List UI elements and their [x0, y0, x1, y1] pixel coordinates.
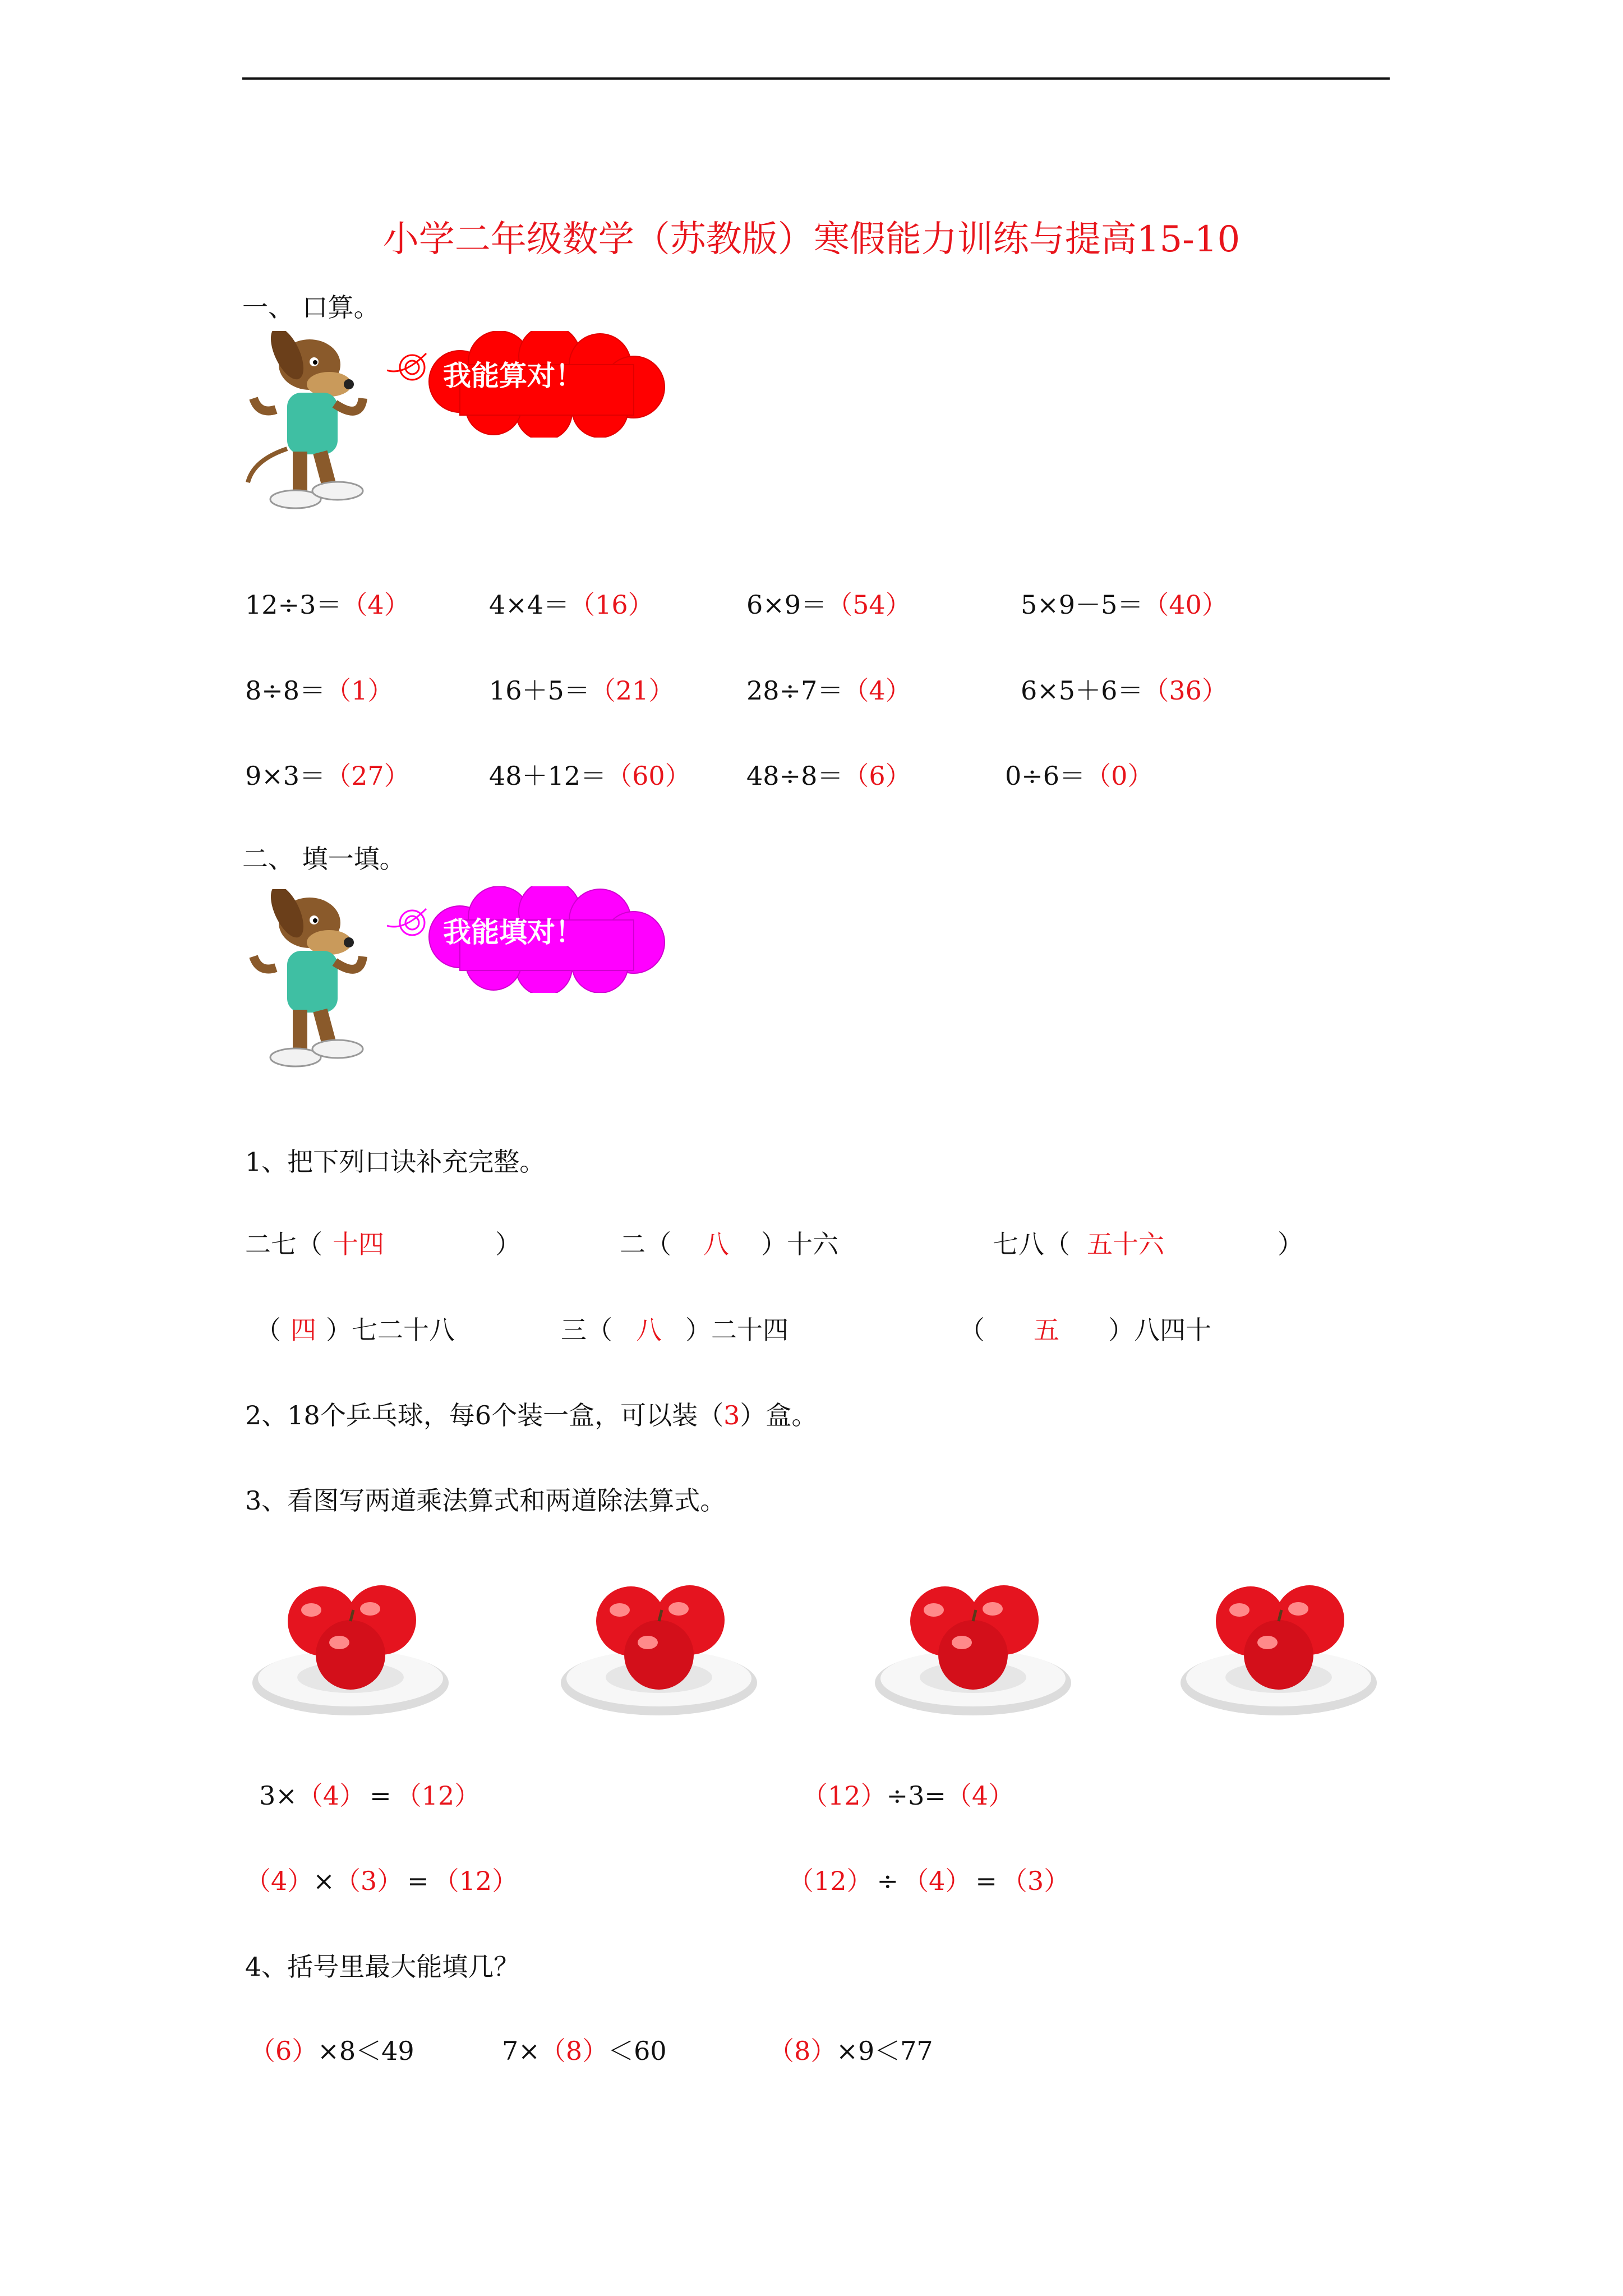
section2-heading: 二、 填一填。 [242, 844, 405, 874]
problem-11: 48÷8＝（6） [746, 761, 911, 791]
problem-10: 48＋12＝（60） [489, 761, 691, 791]
equation-3: （4）×（3） = （12） [245, 1866, 518, 1896]
question-3-title: 3、看图写两道乘法算式和两道除法算式。 [245, 1485, 726, 1516]
problem-9: 9×3＝（27） [245, 761, 410, 791]
mnemonic-2: 二（ 八 ）十六 [620, 1229, 838, 1259]
mnemonic-4: （ 四 ）七二十八 [255, 1315, 455, 1345]
question-4-title: 4、括号里最大能填几？ [245, 1952, 520, 1982]
question-1-title: 1、把下列口诀补充完整。 [245, 1147, 546, 1177]
problem-5: 8÷8＝（1） [245, 675, 394, 706]
speech-bubble-1-text: 我能算对！ [443, 359, 583, 392]
mnemonic-3: 七八（ 五十六 ） [993, 1229, 1303, 1259]
cartoon-dog-icon [242, 331, 388, 519]
problem-3: 6×9＝（54） [746, 590, 911, 620]
inequality-1: （6）×8＜49 [250, 2036, 414, 2066]
problem-7: 28÷7＝（4） [746, 675, 911, 706]
mnemonic-6: （ 五 ）八四十 [959, 1315, 1211, 1345]
apple-plate-image-1 [250, 1571, 451, 1722]
problem-12: 0÷6＝（0） [1005, 761, 1154, 791]
mnemonic-5: 三（ 八 ）二十四 [561, 1315, 789, 1345]
problem-6: 16＋5＝（21） [489, 675, 675, 706]
mnemonic-1: 二七（ 十四 ） [245, 1229, 521, 1259]
page-title: 小学二年级数学（苏教版）寒假能力训练与提高15-10 [382, 219, 1241, 260]
equation-4: （12） ÷ （4） = （3） [788, 1866, 1070, 1896]
inequality-3: （8）×9＜77 [768, 2036, 933, 2066]
question-2: 2、18个乒乓球，每6个装一盒，可以装（3）盒。 [245, 1400, 818, 1430]
inequality-2: 7×（8）＜60 [502, 2036, 667, 2066]
apple-plate-image-3 [872, 1571, 1074, 1722]
section1-heading: 一、 口算。 [242, 292, 380, 323]
problem-2: 4×4＝（16） [489, 590, 654, 620]
equation-2: （12）÷3=（4） [802, 1780, 1015, 1811]
header-rule [242, 77, 1390, 80]
problem-4: 5×9－5＝（40） [1021, 590, 1228, 620]
apple-plate-image-4 [1178, 1571, 1380, 1722]
equation-1: 3×（4） = （12） [259, 1780, 481, 1811]
apple-plate-image-2 [558, 1571, 760, 1722]
problem-8: 6×5＋6＝（36） [1021, 675, 1228, 706]
cartoon-dog-icon [242, 889, 388, 1074]
speech-bubble-2-text: 我能填对！ [443, 915, 583, 949]
problem-1: 12÷3＝（4） [245, 590, 410, 620]
